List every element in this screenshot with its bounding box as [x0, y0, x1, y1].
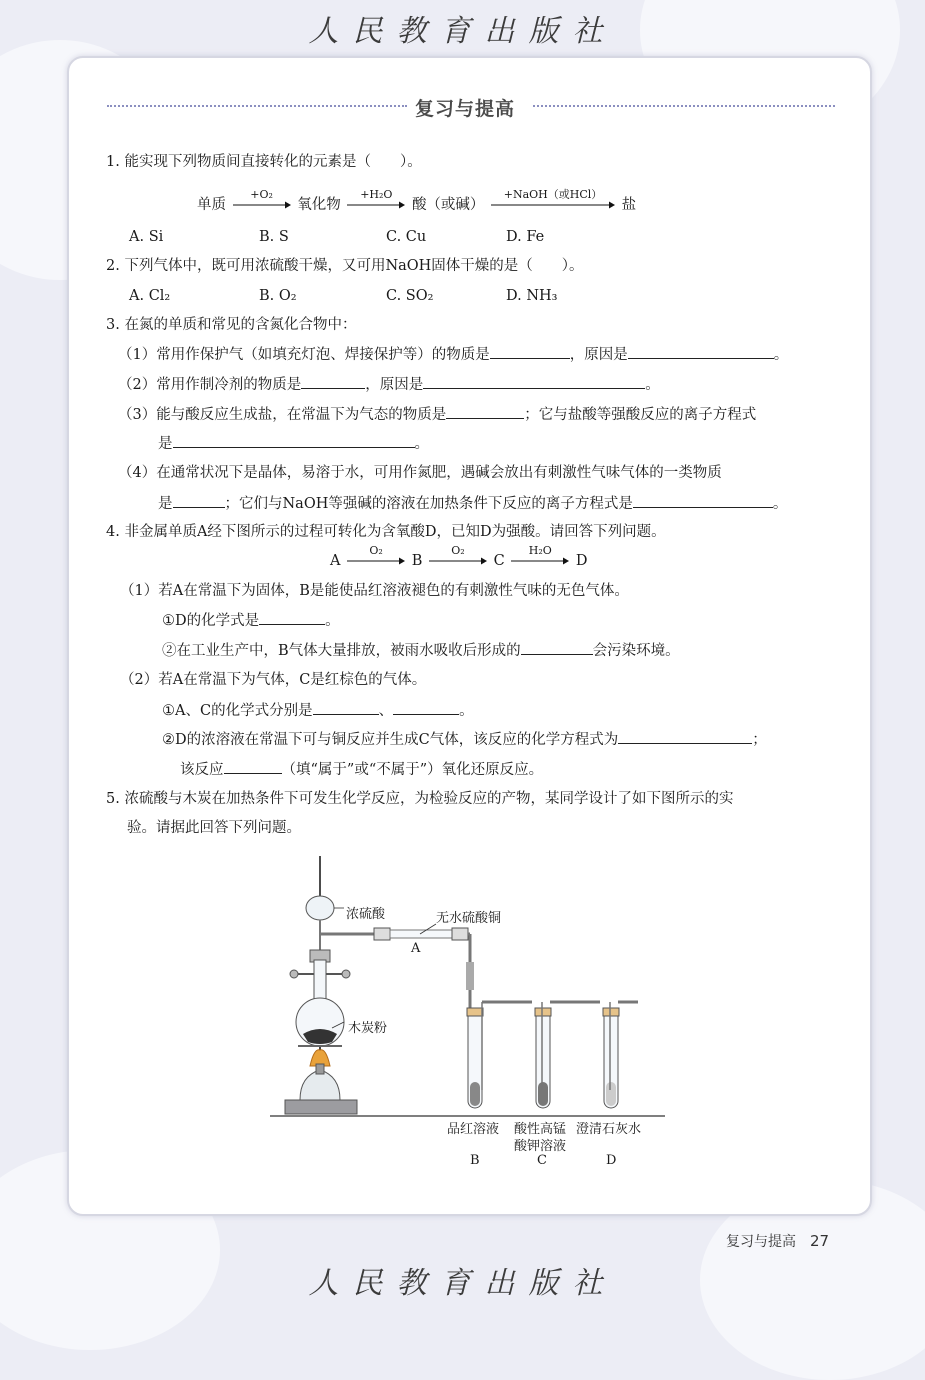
q3-stem: 3. 在氮的单质和常见的含氮化合物中： — [106, 317, 357, 333]
q4-part1-1-text: ①D的化学式是 — [162, 613, 260, 629]
q4-part2-2-text: ②D的浓溶液在常温下可与铜反应并生成C气体，该反应的化学方程式为 — [162, 732, 619, 748]
section-header — [69, 94, 870, 118]
q1-stem: 1. 能实现下列物质间直接转化的元素是（ ）。 — [106, 154, 422, 170]
q4-part1-2-end: 会污染环境。 — [592, 643, 680, 659]
chain-species: A — [330, 553, 341, 569]
arrow-reagent: O₂ — [369, 544, 383, 557]
q4-part2-1-end: 。 — [459, 703, 474, 719]
chain-species: 盐 — [621, 197, 637, 213]
page-number: 27 — [810, 1232, 830, 1250]
q4-part1: （1）若A在常温下为固体，B是能使品红溶液褪色的有刺激性气味的无色气体。 — [120, 583, 629, 599]
footer-section: 复习与提高 — [726, 1234, 796, 1250]
chain-species: D — [575, 553, 588, 569]
q3-part4-text2: 是 — [158, 496, 173, 512]
q4-part2-1 — [162, 700, 474, 721]
q3-part3-end: 。 — [414, 436, 429, 452]
arrow-reagent: +O₂ — [250, 188, 273, 201]
q3-part3-text: （3）能与酸反应生成盐，在常温下为气态的物质是 — [118, 407, 447, 423]
apparatus-figure — [270, 850, 670, 1180]
q3-part4: （4）在通常状况下是晶体，易溶于水，可用作氮肥，遇碱会放出有刺激性气味气体的一类物质 — [118, 465, 722, 481]
reaction-arrow — [429, 544, 487, 565]
q3-part3-text2: ；它与盐酸等强酸反应的离子方程式 — [524, 407, 757, 423]
q2-stem: 2. 下列气体中，既可用浓硫酸干燥，又可用NaOH固体干燥的是（ ）。 — [106, 258, 584, 274]
label-charcoal: 木炭粉 — [348, 1021, 388, 1036]
q5-stem-line1: 5. 浓硫酸与木炭在加热条件下可发生化学反应，为检验反应的产物，某同学设计了如下图所示的实 — [106, 791, 734, 807]
label-anhydrous-cuso4: 无水硫酸铜 — [436, 911, 502, 926]
q4-stem: 4. 非金属单质A经下图所示的过程可转化为含氧酸D，已知D为强酸。请回答下列问题。 — [106, 524, 666, 540]
arrow-reagent: +NaOH（或HCl） — [503, 188, 603, 201]
section-title: 复习与提高 — [415, 98, 516, 120]
label-b: B — [470, 1153, 480, 1168]
q4-part1-1-end: 。 — [325, 613, 340, 629]
answer-blank[interactable] — [224, 759, 282, 774]
q3-part4-cont — [158, 493, 787, 514]
arrow-reagent: +H₂O — [360, 188, 393, 201]
q3-part4-end: 。 — [772, 496, 788, 512]
q3-part2-end: 。 — [645, 377, 660, 393]
answer-blank[interactable] — [259, 610, 325, 625]
q3-part2 — [118, 374, 660, 395]
page-footer — [726, 1231, 829, 1251]
publisher-logo-top: 人民教育出版社 — [308, 14, 617, 49]
answer-blank[interactable] — [446, 404, 524, 419]
q2-option-a: A. Cl₂ — [129, 288, 171, 304]
chain-species: 单质 — [197, 197, 226, 213]
q5-stem-line2: 验。请据此回答下列问题。 — [127, 820, 301, 836]
q2-option-d: D. NH₃ — [506, 288, 558, 304]
arrow-reagent: H₂O — [528, 544, 552, 557]
label-d: D — [606, 1153, 617, 1168]
q4-part2-3-end: （填“属于”或“不属于”）氧化还原反应。 — [281, 762, 544, 778]
answer-blank[interactable] — [313, 700, 379, 715]
answer-blank[interactable] — [633, 493, 773, 508]
q4-part2-1-sep: 、 — [378, 703, 394, 719]
label-c-solution-2: 酸钾溶液 — [514, 1139, 567, 1154]
chain-species: 酸（或碱） — [411, 197, 485, 213]
answer-blank[interactable] — [301, 374, 365, 389]
chain-species: C — [493, 553, 505, 569]
answer-blank[interactable] — [618, 729, 752, 744]
q2-option-b: B. O₂ — [259, 288, 297, 304]
reaction-arrow — [347, 188, 405, 209]
q1-option-c: C. Cu — [386, 229, 427, 245]
q3-part3-cont — [158, 433, 429, 454]
q1-chain — [197, 188, 637, 215]
q4-part2-1-text: ①A、C的化学式分别是 — [162, 703, 313, 719]
q1-option-a: A. Si — [129, 229, 164, 245]
reaction-arrow — [347, 544, 405, 565]
answer-blank[interactable] — [521, 640, 593, 655]
chain-species: 氧化物 — [297, 197, 341, 213]
q3-part1-end: 。 — [773, 347, 789, 363]
reaction-arrow — [511, 544, 569, 565]
label-d-solution: 澄清石灰水 — [576, 1122, 642, 1137]
answer-blank[interactable] — [173, 433, 415, 448]
q3-part3 — [118, 404, 756, 425]
chain-species: B — [411, 553, 423, 569]
answer-blank[interactable] — [173, 493, 225, 508]
dotted-rule-left — [107, 105, 407, 107]
label-b-solution: 品红溶液 — [447, 1122, 500, 1137]
label-c-solution-1: 酸性高锰 — [514, 1122, 567, 1137]
q2-option-c: C. SO₂ — [386, 288, 434, 304]
label-a: A — [411, 941, 421, 956]
publisher-logo-bottom: 人民教育出版社 — [308, 1266, 617, 1301]
q3-part1 — [118, 344, 788, 365]
label-c: C — [537, 1153, 547, 1168]
answer-blank[interactable] — [628, 344, 774, 359]
q4-part2-3 — [180, 759, 543, 780]
answer-blank[interactable] — [423, 374, 645, 389]
q4-chain — [330, 544, 588, 571]
q3-part1-text2: ，原因是 — [569, 347, 628, 363]
q3-part4-text3: ；它们与NaOH等强碱的溶液在加热条件下反应的离子方程式是 — [224, 496, 633, 512]
q1-option-b: B. S — [259, 229, 289, 245]
dotted-rule-right — [533, 105, 835, 107]
label-conc-sulfuric-acid: 浓硫酸 — [346, 907, 386, 922]
q4-part2-2-end: ； — [752, 732, 767, 748]
q4-part1-2 — [162, 640, 680, 661]
q1-option-d: D. Fe — [506, 229, 545, 245]
answer-blank[interactable] — [490, 344, 570, 359]
q4-part2-3-text: 该反应 — [180, 762, 224, 778]
q3-part2-text: （2）常用作制冷剂的物质是 — [118, 377, 302, 393]
q4-part2-2 — [162, 729, 767, 750]
arrow-reagent: O₂ — [451, 544, 465, 557]
q4-part1-2-text: ②在工业生产中，B气体大量排放，被雨水吸收后形成的 — [162, 643, 521, 659]
q3-part3-text3: 是 — [158, 436, 173, 452]
reaction-arrow — [233, 188, 291, 209]
reaction-arrow — [491, 188, 615, 209]
q3-part2-text2: ，原因是 — [365, 377, 424, 393]
q4-part1-1 — [162, 610, 340, 631]
q3-part1-text: （1）常用作保护气（如填充灯泡、焊接保护等）的物质是 — [118, 347, 490, 363]
answer-blank[interactable] — [393, 700, 459, 715]
q4-part2: （2）若A在常温下为气体，C是红棕色的气体。 — [120, 672, 427, 688]
